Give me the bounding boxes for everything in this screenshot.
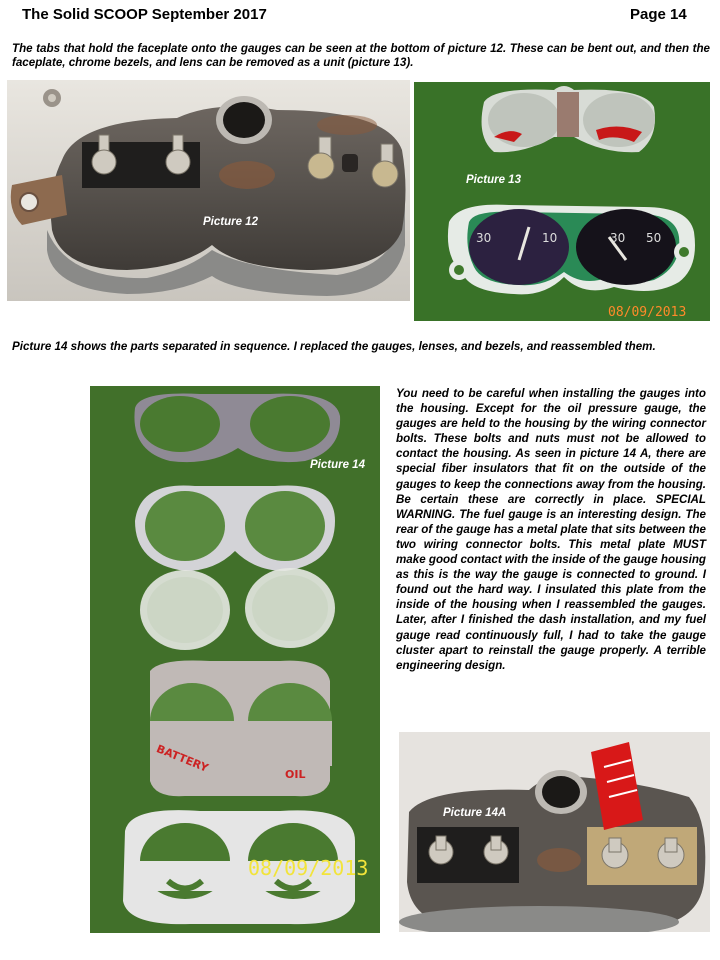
page-number: Page 14 xyxy=(630,6,687,23)
date-stamp-picture-13: 08/09/2013 xyxy=(608,305,687,320)
caption-picture-12: Picture 12 xyxy=(203,216,258,228)
paragraph-installation-warning: You need to be careful when installing the gauges into the housing. Except for the oil pressure gauge, the gauges are held to the housing by the wiring connector bolts. These bolts and nuts must not be allowed to contact the housing. As seen in picture 14 A, there are special fiber insulators that fit on the outside of the gauges to keep the connections away from the housing. Be certain these are correctly in place. SPECIAL WARNING. The fuel gauge is an interesting design. The rear of the gauge has a metal plate that sits between the two wiring connector bolts. This metal plate MUST make good contact with the inside of the gauge housing as this is the way the gauge is connected to ground. I found out the hard way. I insulated this plate from the inside of the housing when I reassembled the gauges. Later, after I finished the dash installation, and my fuel gauge read continuously full, I had to take the gauge cluster apart to reinstall the gauge properly. A terrible engineering design. xyxy=(396,387,706,672)
newsletter-title: The Solid SCOOP September 2017 xyxy=(22,6,267,23)
photo-picture-13 xyxy=(414,82,710,321)
svg-text:30: 30 xyxy=(610,231,626,245)
date-stamp-picture-14: 08/09/2013 xyxy=(248,856,369,880)
faceplate-battery-label: BATTERY xyxy=(154,742,211,775)
svg-text:10: 10 xyxy=(542,231,558,245)
photo-picture-14a xyxy=(399,732,710,932)
photo-picture-14 xyxy=(90,386,380,933)
svg-text:30: 30 xyxy=(476,231,492,245)
paragraph-intro: The tabs that hold the faceplate onto the gauges can be seen at the bottom of picture 12. These can be bent out, and then the faceplate, chrome bezels, and lens can be removed as a unit (picture 13). xyxy=(12,42,710,70)
photo-picture-12 xyxy=(7,80,410,301)
caption-picture-14a: Picture 14A xyxy=(443,807,507,819)
caption-picture-14: Picture 14 xyxy=(310,459,365,471)
faceplate-oil-label: OIL xyxy=(285,768,306,781)
paragraph-picture-14-intro: Picture 14 shows the parts separated in sequence. I replaced the gauges, lenses, and bezels, and reassembled them. xyxy=(12,340,656,353)
svg-text:50: 50 xyxy=(646,231,662,245)
caption-picture-13: Picture 13 xyxy=(466,174,521,186)
